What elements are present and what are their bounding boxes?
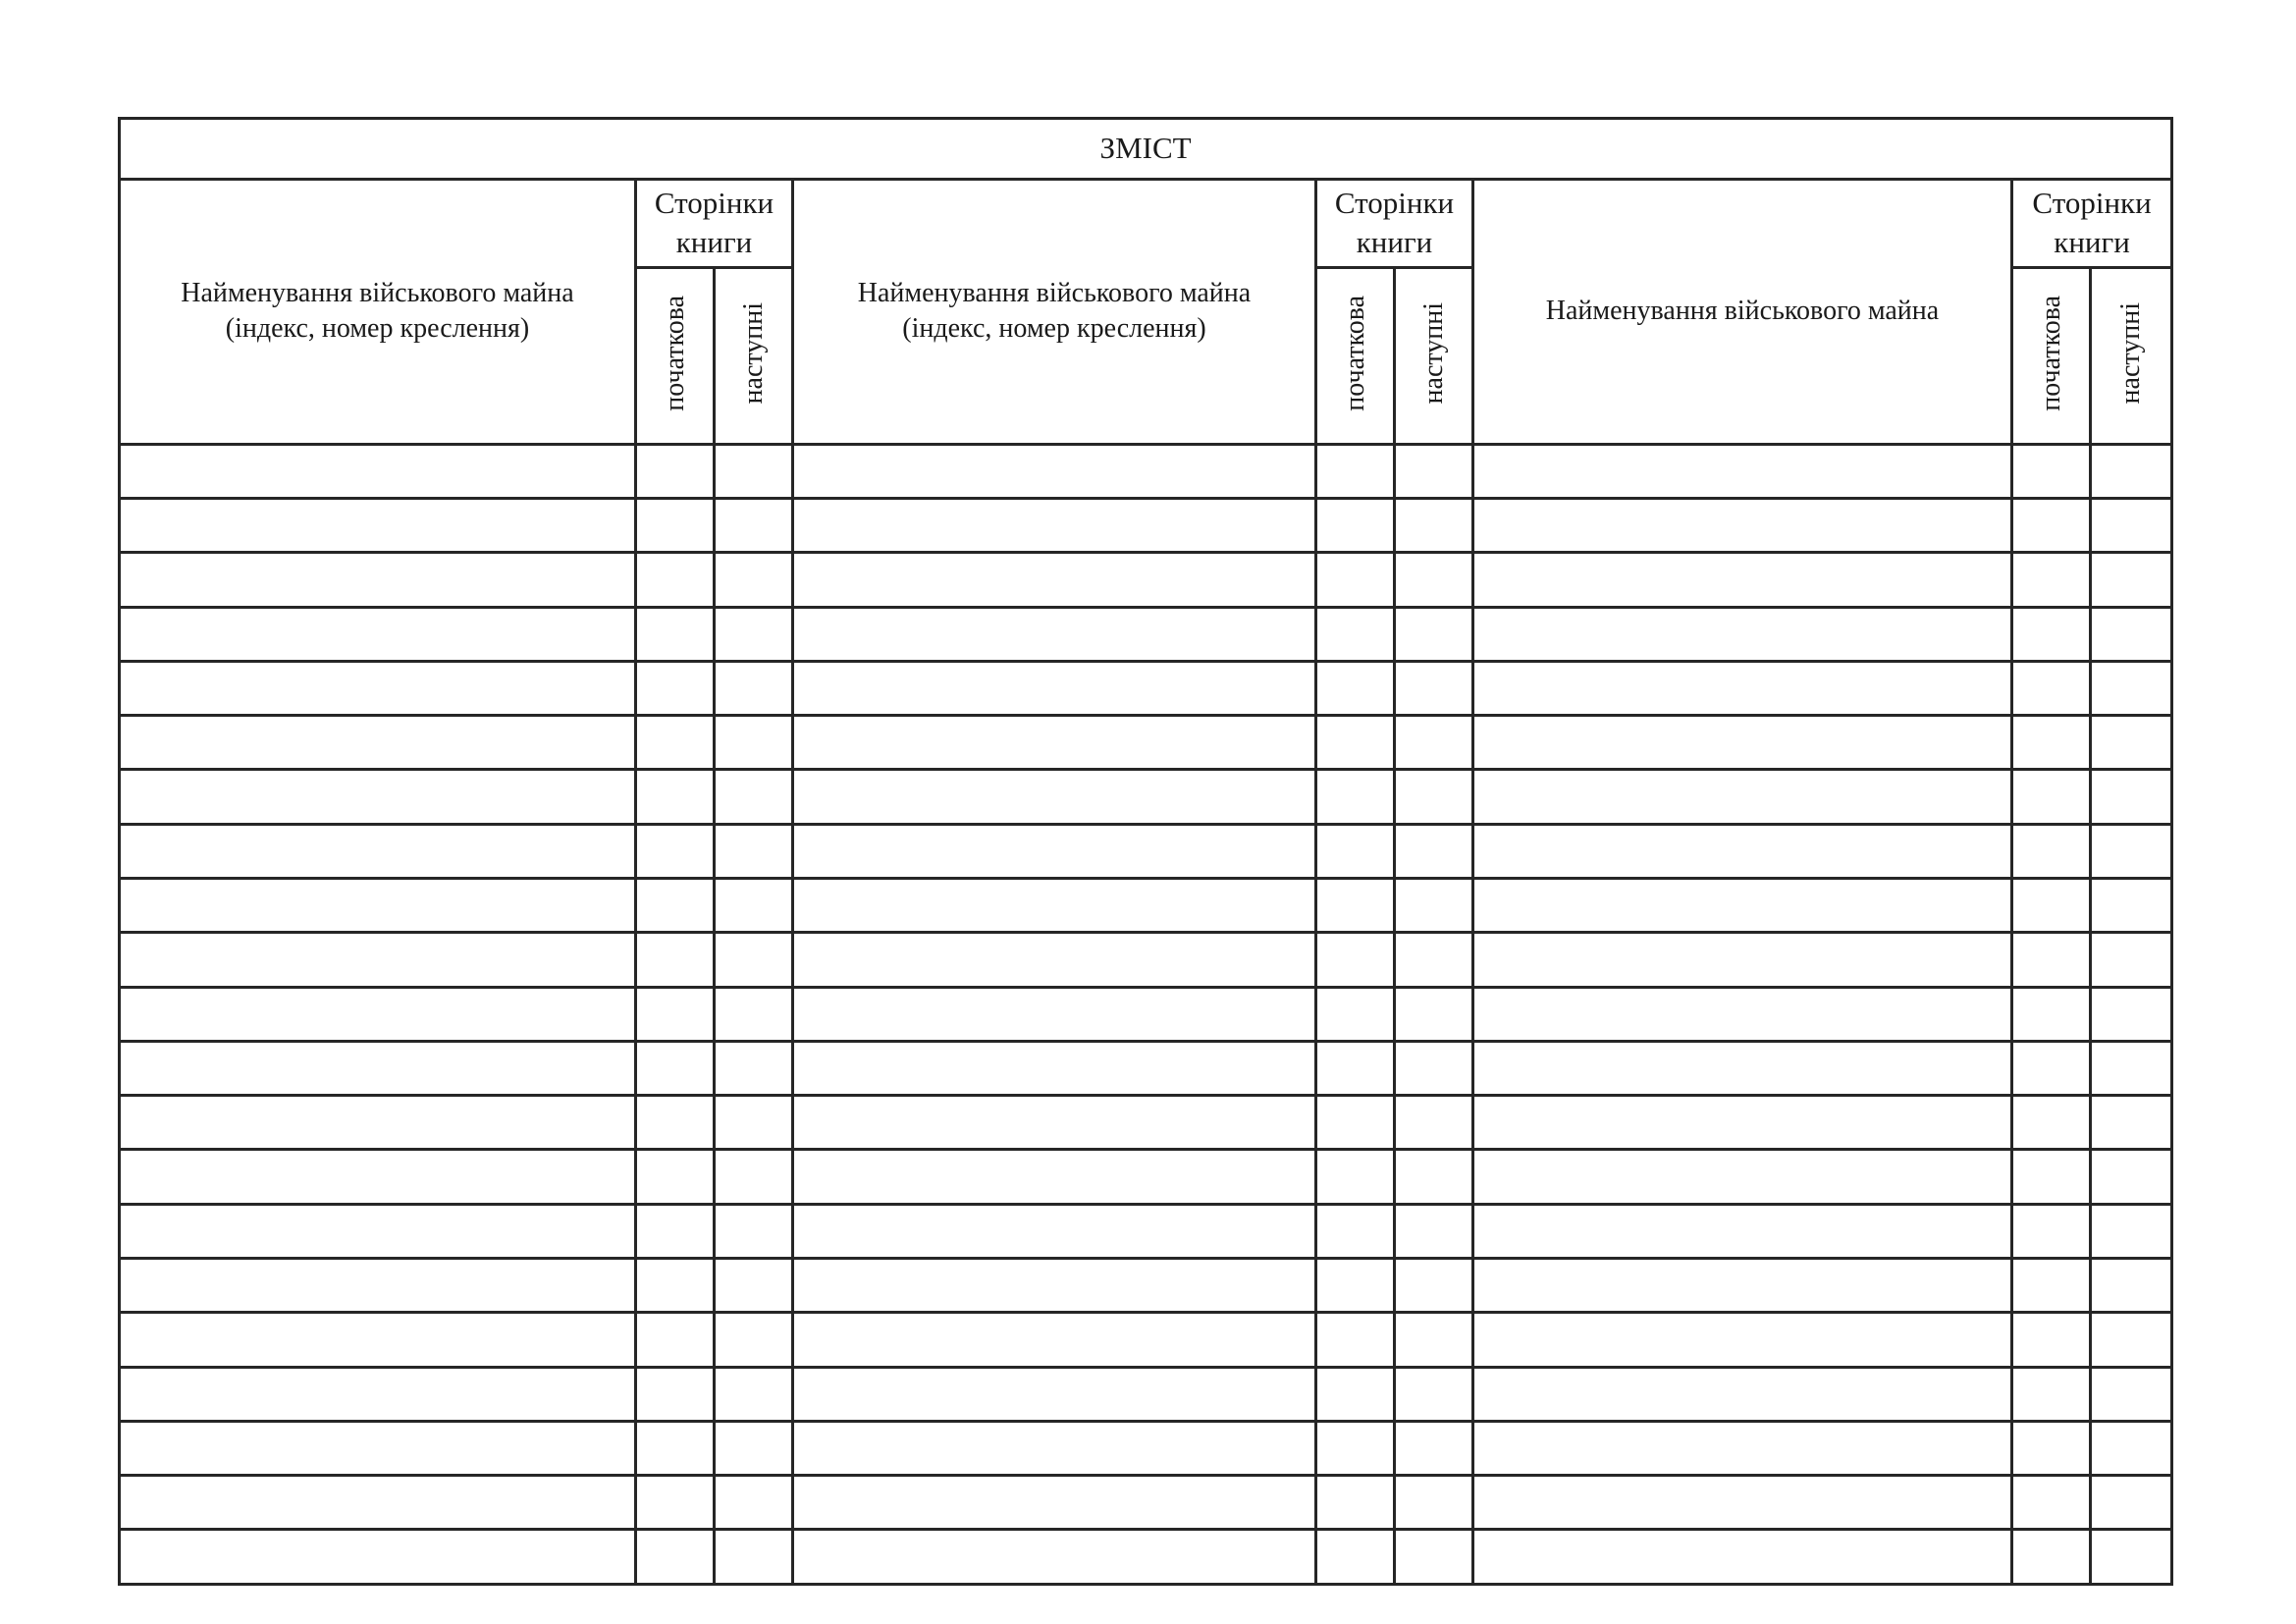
header-row-top	[120, 179, 2172, 268]
table-cell	[1395, 933, 1473, 987]
table-cell	[1473, 1421, 2012, 1475]
table-cell	[715, 1367, 793, 1421]
table-cell	[1316, 1150, 1395, 1204]
table-cell	[793, 1204, 1316, 1258]
table-cell	[2012, 987, 2091, 1041]
table-cell	[1316, 1096, 1395, 1150]
table-cell	[793, 770, 1316, 824]
table-cell	[2091, 987, 2172, 1041]
table-cell	[1395, 607, 1473, 661]
table-cell	[1316, 824, 1395, 878]
table-cell	[1316, 1258, 1395, 1312]
table-cell	[1395, 824, 1473, 878]
table-cell	[1473, 1476, 2012, 1530]
table-cell	[1316, 1041, 1395, 1095]
table-row	[120, 1476, 2172, 1530]
table-cell	[2012, 1150, 2091, 1204]
table-cell	[715, 444, 793, 498]
table-cell	[636, 1150, 715, 1204]
table-cell	[636, 607, 715, 661]
initial-page-label: початкова	[1339, 296, 1370, 411]
table-cell	[715, 1096, 793, 1150]
table-cell	[636, 1258, 715, 1312]
table-cell	[1473, 1367, 2012, 1421]
table-cell	[1395, 553, 1473, 607]
table-cell	[120, 824, 636, 878]
table-cell	[1395, 1258, 1473, 1312]
table-cell	[1395, 1421, 1473, 1475]
table-cell	[2012, 770, 2091, 824]
table-cell	[636, 1041, 715, 1095]
table-cell	[2012, 1204, 2091, 1258]
table-cell	[636, 444, 715, 498]
table-cell	[793, 1096, 1316, 1150]
table-cell	[2091, 1096, 2172, 1150]
table-cell	[2091, 1258, 2172, 1312]
initial-page-label: початкова	[659, 296, 690, 411]
table-cell	[1473, 607, 2012, 661]
table-cell	[1316, 607, 1395, 661]
table-cell	[2091, 444, 2172, 498]
table-cell	[1316, 553, 1395, 607]
table-cell	[2012, 1041, 2091, 1095]
pages-header-line1: Сторінки	[654, 186, 774, 221]
table-title: ЗМІСТ	[120, 119, 2172, 180]
table-cell	[1473, 661, 2012, 715]
name-column-header-3	[1473, 179, 2012, 444]
table-cell	[1473, 987, 2012, 1041]
table-cell	[1316, 987, 1395, 1041]
table-cell	[1473, 879, 2012, 933]
table-cell	[636, 933, 715, 987]
table-cell	[2091, 770, 2172, 824]
table-row	[120, 661, 2172, 715]
table-cell	[1316, 1476, 1395, 1530]
table-cell	[1473, 1313, 2012, 1367]
table-row	[120, 987, 2172, 1041]
table-cell	[1395, 661, 1473, 715]
table-row	[120, 1530, 2172, 1585]
table-cell	[793, 1421, 1316, 1475]
table-cell	[793, 1258, 1316, 1312]
table-cell	[793, 1530, 1316, 1585]
table-cell	[715, 1530, 793, 1585]
table-cell	[120, 444, 636, 498]
table-cell	[636, 1204, 715, 1258]
table-cell	[120, 661, 636, 715]
next-pages-header-1	[715, 268, 793, 444]
table-cell	[1473, 770, 2012, 824]
next-pages-label: наступні	[2115, 302, 2147, 405]
table-cell	[120, 879, 636, 933]
name-header-line1: Найменування військового майна	[857, 278, 1252, 309]
table-cell	[715, 824, 793, 878]
pages-column-header-1	[636, 179, 793, 268]
table-cell	[2012, 933, 2091, 987]
table-cell	[1395, 1150, 1473, 1204]
table-cell	[715, 1041, 793, 1095]
table-cell	[2012, 607, 2091, 661]
table-cell	[2012, 1530, 2091, 1585]
table-cell	[1316, 1204, 1395, 1258]
table-cell	[120, 1041, 636, 1095]
table-cell	[2012, 661, 2091, 715]
initial-page-header-1	[636, 268, 715, 444]
table-cell	[1473, 499, 2012, 553]
table-cell	[1395, 1096, 1473, 1150]
pages-column-header-2	[1316, 179, 1473, 268]
table-cell	[793, 1367, 1316, 1421]
table-cell	[120, 1258, 636, 1312]
table-row	[120, 824, 2172, 878]
table-cell	[636, 1421, 715, 1475]
table-cell	[2091, 1150, 2172, 1204]
name-header-line2: (індекс, номер креслення)	[902, 313, 1206, 345]
table-cell	[1316, 444, 1395, 498]
table-row	[120, 1096, 2172, 1150]
table-cell	[1473, 1204, 2012, 1258]
table-cell	[2012, 879, 2091, 933]
table-row	[120, 607, 2172, 661]
table-cell	[2091, 716, 2172, 770]
table-cell	[120, 770, 636, 824]
table-cell	[2091, 933, 2172, 987]
table-row	[120, 499, 2172, 553]
name-header-line1: Найменування військового майна	[181, 278, 574, 309]
table-cell	[715, 661, 793, 715]
table-cell	[2012, 1367, 2091, 1421]
pages-header-line2: книги	[675, 225, 753, 260]
table-cell	[2091, 553, 2172, 607]
table-cell	[120, 1421, 636, 1475]
table-cell	[793, 607, 1316, 661]
table-cell	[2091, 824, 2172, 878]
table-cell	[120, 716, 636, 770]
table-cell	[2091, 607, 2172, 661]
table-cell	[715, 607, 793, 661]
table-row	[120, 1041, 2172, 1095]
table-cell	[636, 987, 715, 1041]
table-cell	[120, 1150, 636, 1204]
table-cell	[715, 1421, 793, 1475]
table-cell	[1395, 770, 1473, 824]
table-cell	[2091, 661, 2172, 715]
contents-table-body	[120, 119, 2172, 1585]
table-cell	[793, 879, 1316, 933]
table-cell	[1473, 1096, 2012, 1150]
table-row	[120, 444, 2172, 498]
table-cell	[1316, 499, 1395, 553]
table-cell	[636, 1313, 715, 1367]
table-cell	[715, 1313, 793, 1367]
table-row	[120, 1258, 2172, 1312]
table-row	[120, 1150, 2172, 1204]
table-cell	[1473, 824, 2012, 878]
table-cell	[1395, 1530, 1473, 1585]
table-cell	[636, 770, 715, 824]
table-cell	[715, 1258, 793, 1312]
table-cell	[120, 933, 636, 987]
table-cell	[1473, 716, 2012, 770]
initial-page-header-3	[2012, 268, 2091, 444]
table-cell	[120, 1476, 636, 1530]
table-cell	[793, 499, 1316, 553]
table-row	[120, 1313, 2172, 1367]
table-cell	[636, 1367, 715, 1421]
table-cell	[1395, 1476, 1473, 1530]
table-cell	[2012, 1476, 2091, 1530]
table-cell	[2012, 1096, 2091, 1150]
table-cell	[715, 987, 793, 1041]
table-cell	[793, 716, 1316, 770]
table-cell	[793, 444, 1316, 498]
table-cell	[120, 499, 636, 553]
table-row	[120, 1367, 2172, 1421]
next-pages-header-2	[1395, 268, 1473, 444]
table-cell	[715, 879, 793, 933]
table-cell	[2091, 1421, 2172, 1475]
table-row	[120, 933, 2172, 987]
table-cell	[2091, 1530, 2172, 1585]
table-cell	[636, 879, 715, 933]
table-cell	[2012, 553, 2091, 607]
table-cell	[636, 716, 715, 770]
table-cell	[120, 553, 636, 607]
table-cell	[1316, 933, 1395, 987]
table-cell	[1395, 879, 1473, 933]
table-row	[120, 1421, 2172, 1475]
next-pages-label: наступні	[1417, 302, 1449, 405]
name-header-line2: (індекс, номер креслення)	[225, 313, 530, 345]
table-cell	[1395, 499, 1473, 553]
table-cell	[2012, 824, 2091, 878]
table-cell	[793, 933, 1316, 987]
table-row	[120, 1204, 2172, 1258]
table-cell	[793, 1313, 1316, 1367]
table-cell	[1395, 716, 1473, 770]
table-cell	[793, 1476, 1316, 1530]
table-cell	[120, 1530, 636, 1585]
table-cell	[1473, 1530, 2012, 1585]
table-cell	[1473, 1041, 2012, 1095]
table-cell	[1395, 1313, 1473, 1367]
initial-page-header-2	[1316, 268, 1395, 444]
table-cell	[1316, 661, 1395, 715]
pages-header-line1: Сторінки	[2032, 186, 2152, 221]
table-cell	[2012, 444, 2091, 498]
table-row	[120, 553, 2172, 607]
table-cell	[715, 553, 793, 607]
table-cell	[715, 499, 793, 553]
contents-table	[118, 117, 2173, 1586]
table-cell	[1473, 1150, 2012, 1204]
table-row	[120, 716, 2172, 770]
name-column-header-2	[793, 179, 1316, 444]
table-cell	[2012, 1421, 2091, 1475]
table-cell	[793, 1150, 1316, 1204]
table-row	[120, 879, 2172, 933]
table-cell	[1395, 1204, 1473, 1258]
table-cell	[793, 824, 1316, 878]
table-cell	[2012, 1313, 2091, 1367]
table-cell	[636, 1530, 715, 1585]
table-cell	[120, 1367, 636, 1421]
table-cell	[2091, 1041, 2172, 1095]
table-cell	[1316, 1530, 1395, 1585]
name-column-header-1	[120, 179, 636, 444]
table-cell	[793, 553, 1316, 607]
table-cell	[1316, 716, 1395, 770]
table-cell	[1473, 933, 2012, 987]
table-cell	[715, 933, 793, 987]
initial-page-label: початкова	[2035, 296, 2066, 411]
table-cell	[1473, 444, 2012, 498]
table-cell	[636, 1476, 715, 1530]
table-cell	[120, 607, 636, 661]
table-cell	[1395, 1367, 1473, 1421]
table-cell	[636, 499, 715, 553]
pages-header-line2: книги	[1356, 225, 1433, 260]
table-cell	[636, 661, 715, 715]
table-cell	[793, 987, 1316, 1041]
table-cell	[1395, 1041, 1473, 1095]
table-cell	[636, 824, 715, 878]
pages-column-header-3	[2012, 179, 2172, 268]
table-cell	[1395, 987, 1473, 1041]
table-cell	[636, 553, 715, 607]
table-cell	[793, 1041, 1316, 1095]
table-cell	[1473, 1258, 2012, 1312]
table-cell	[2091, 1476, 2172, 1530]
table-cell	[715, 716, 793, 770]
table-cell	[120, 987, 636, 1041]
table-cell	[1316, 1367, 1395, 1421]
name-header-line1: Найменування військового майна	[1545, 296, 1940, 327]
pages-header-line1: Сторінки	[1334, 186, 1455, 221]
table-row	[120, 770, 2172, 824]
table-cell	[636, 1096, 715, 1150]
title-row	[120, 119, 2172, 180]
table-cell	[2091, 1367, 2172, 1421]
table-cell	[120, 1313, 636, 1367]
table-cell	[2012, 1258, 2091, 1312]
table-cell	[1316, 879, 1395, 933]
table-cell	[1316, 1313, 1395, 1367]
table-cell	[1395, 444, 1473, 498]
table-cell	[2091, 1204, 2172, 1258]
next-pages-label: наступні	[737, 302, 769, 405]
table-cell	[715, 770, 793, 824]
table-cell	[120, 1204, 636, 1258]
table-cell	[2012, 716, 2091, 770]
table-cell	[2091, 1313, 2172, 1367]
table-cell	[715, 1476, 793, 1530]
table-cell	[1473, 553, 2012, 607]
table-cell	[120, 1096, 636, 1150]
table-cell	[2091, 879, 2172, 933]
table-cell	[715, 1204, 793, 1258]
pages-header-line2: книги	[2054, 225, 2130, 260]
table-cell	[715, 1150, 793, 1204]
table-cell	[2091, 499, 2172, 553]
table-cell	[1316, 770, 1395, 824]
table-cell	[1316, 1421, 1395, 1475]
next-pages-header-3	[2091, 268, 2172, 444]
table-cell	[2012, 499, 2091, 553]
table-cell	[793, 661, 1316, 715]
